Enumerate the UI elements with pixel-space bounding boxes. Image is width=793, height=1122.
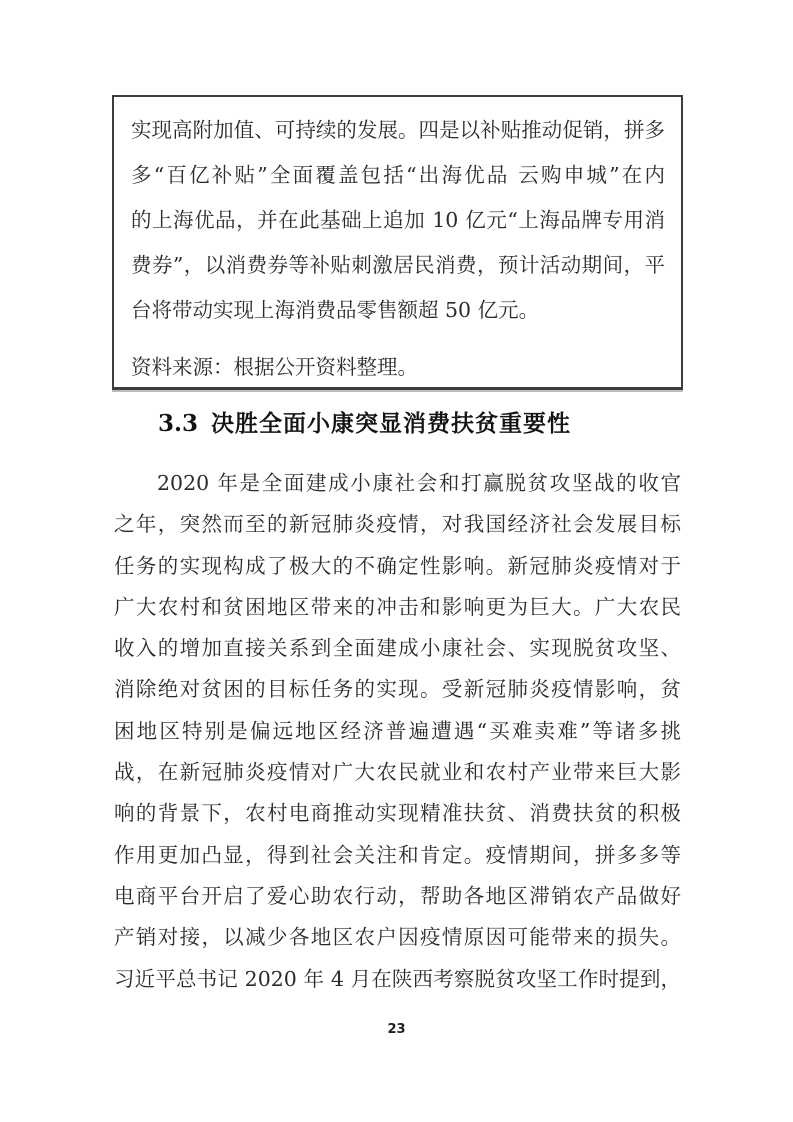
- text-line: 习近平总书记 2020 年 4 月在陕西考察脱贫攻坚工作时提到，: [114, 966, 681, 991]
- text-line: 响的背景下，农村电商推动实现精准扶贫、消费扶贫的积极: [114, 801, 681, 826]
- text-line: 任务的实现构成了极大的不确定性影响。新冠肺炎疫情对于: [114, 553, 681, 578]
- box-paragraph: [131, 108, 665, 333]
- text-line: 费券”，以消费券等补贴刺激居民消费，预计活动期间，平: [131, 253, 665, 277]
- text-line: 之年，突然而至的新冠肺炎疫情，对我国经济社会发展目标: [114, 512, 681, 537]
- text-line: 的上海优品，并在此基础上追加 10 亿元“上海品牌专用消: [131, 208, 665, 232]
- text-line: 战，在新冠肺炎疫情对广大农民就业和农村产业带来巨大影: [114, 760, 681, 785]
- source-text-box: [112, 95, 683, 390]
- text-line: 产销对接，以减少各地区农户因疫情原因可能带来的损失。: [114, 925, 681, 950]
- text-line: 困地区特别是偏远地区经济普遍遭遇“买难卖难”等诸多挑: [114, 718, 681, 743]
- source-note: 资料来源：根据公开资料整理。: [131, 355, 418, 379]
- text-line: 2020 年是全面建成小康社会和打赢脱贫攻坚战的收官: [157, 471, 681, 495]
- text-line: 消除绝对贫困的目标任务的实现。受新冠肺炎疫情影响，贫: [114, 677, 681, 702]
- text-line: 广大农村和贫困地区带来的冲击和影响更为巨大。广大农民: [114, 594, 681, 619]
- text-line: 作用更加凸显，得到社会关注和肯定。疫情期间，拼多多等: [114, 842, 681, 867]
- text-line: 收入的增加直接关系到全面建成小康社会、实现脱贫攻坚、: [114, 636, 681, 661]
- body-paragraph: [114, 463, 681, 1000]
- section-title: 决胜全面小康突显消费扶贫重要性: [211, 410, 572, 437]
- text-line: 实现高附加值、可持续的发展。四是以补贴推动促销，拼多: [131, 118, 665, 142]
- section-heading: [158, 407, 571, 440]
- text-line: 电商平台开启了爱心助农行动，帮助各地区滞销农产品做好: [114, 883, 681, 908]
- section-number: 3.3: [158, 410, 199, 437]
- page-number: 23: [387, 1022, 406, 1037]
- text-line: 多“百亿补贴”全面覆盖包括“出海优品 云购申城”在内: [131, 163, 665, 187]
- text-line: 台将带动实现上海消费品零售额超 50 亿元。: [131, 298, 540, 322]
